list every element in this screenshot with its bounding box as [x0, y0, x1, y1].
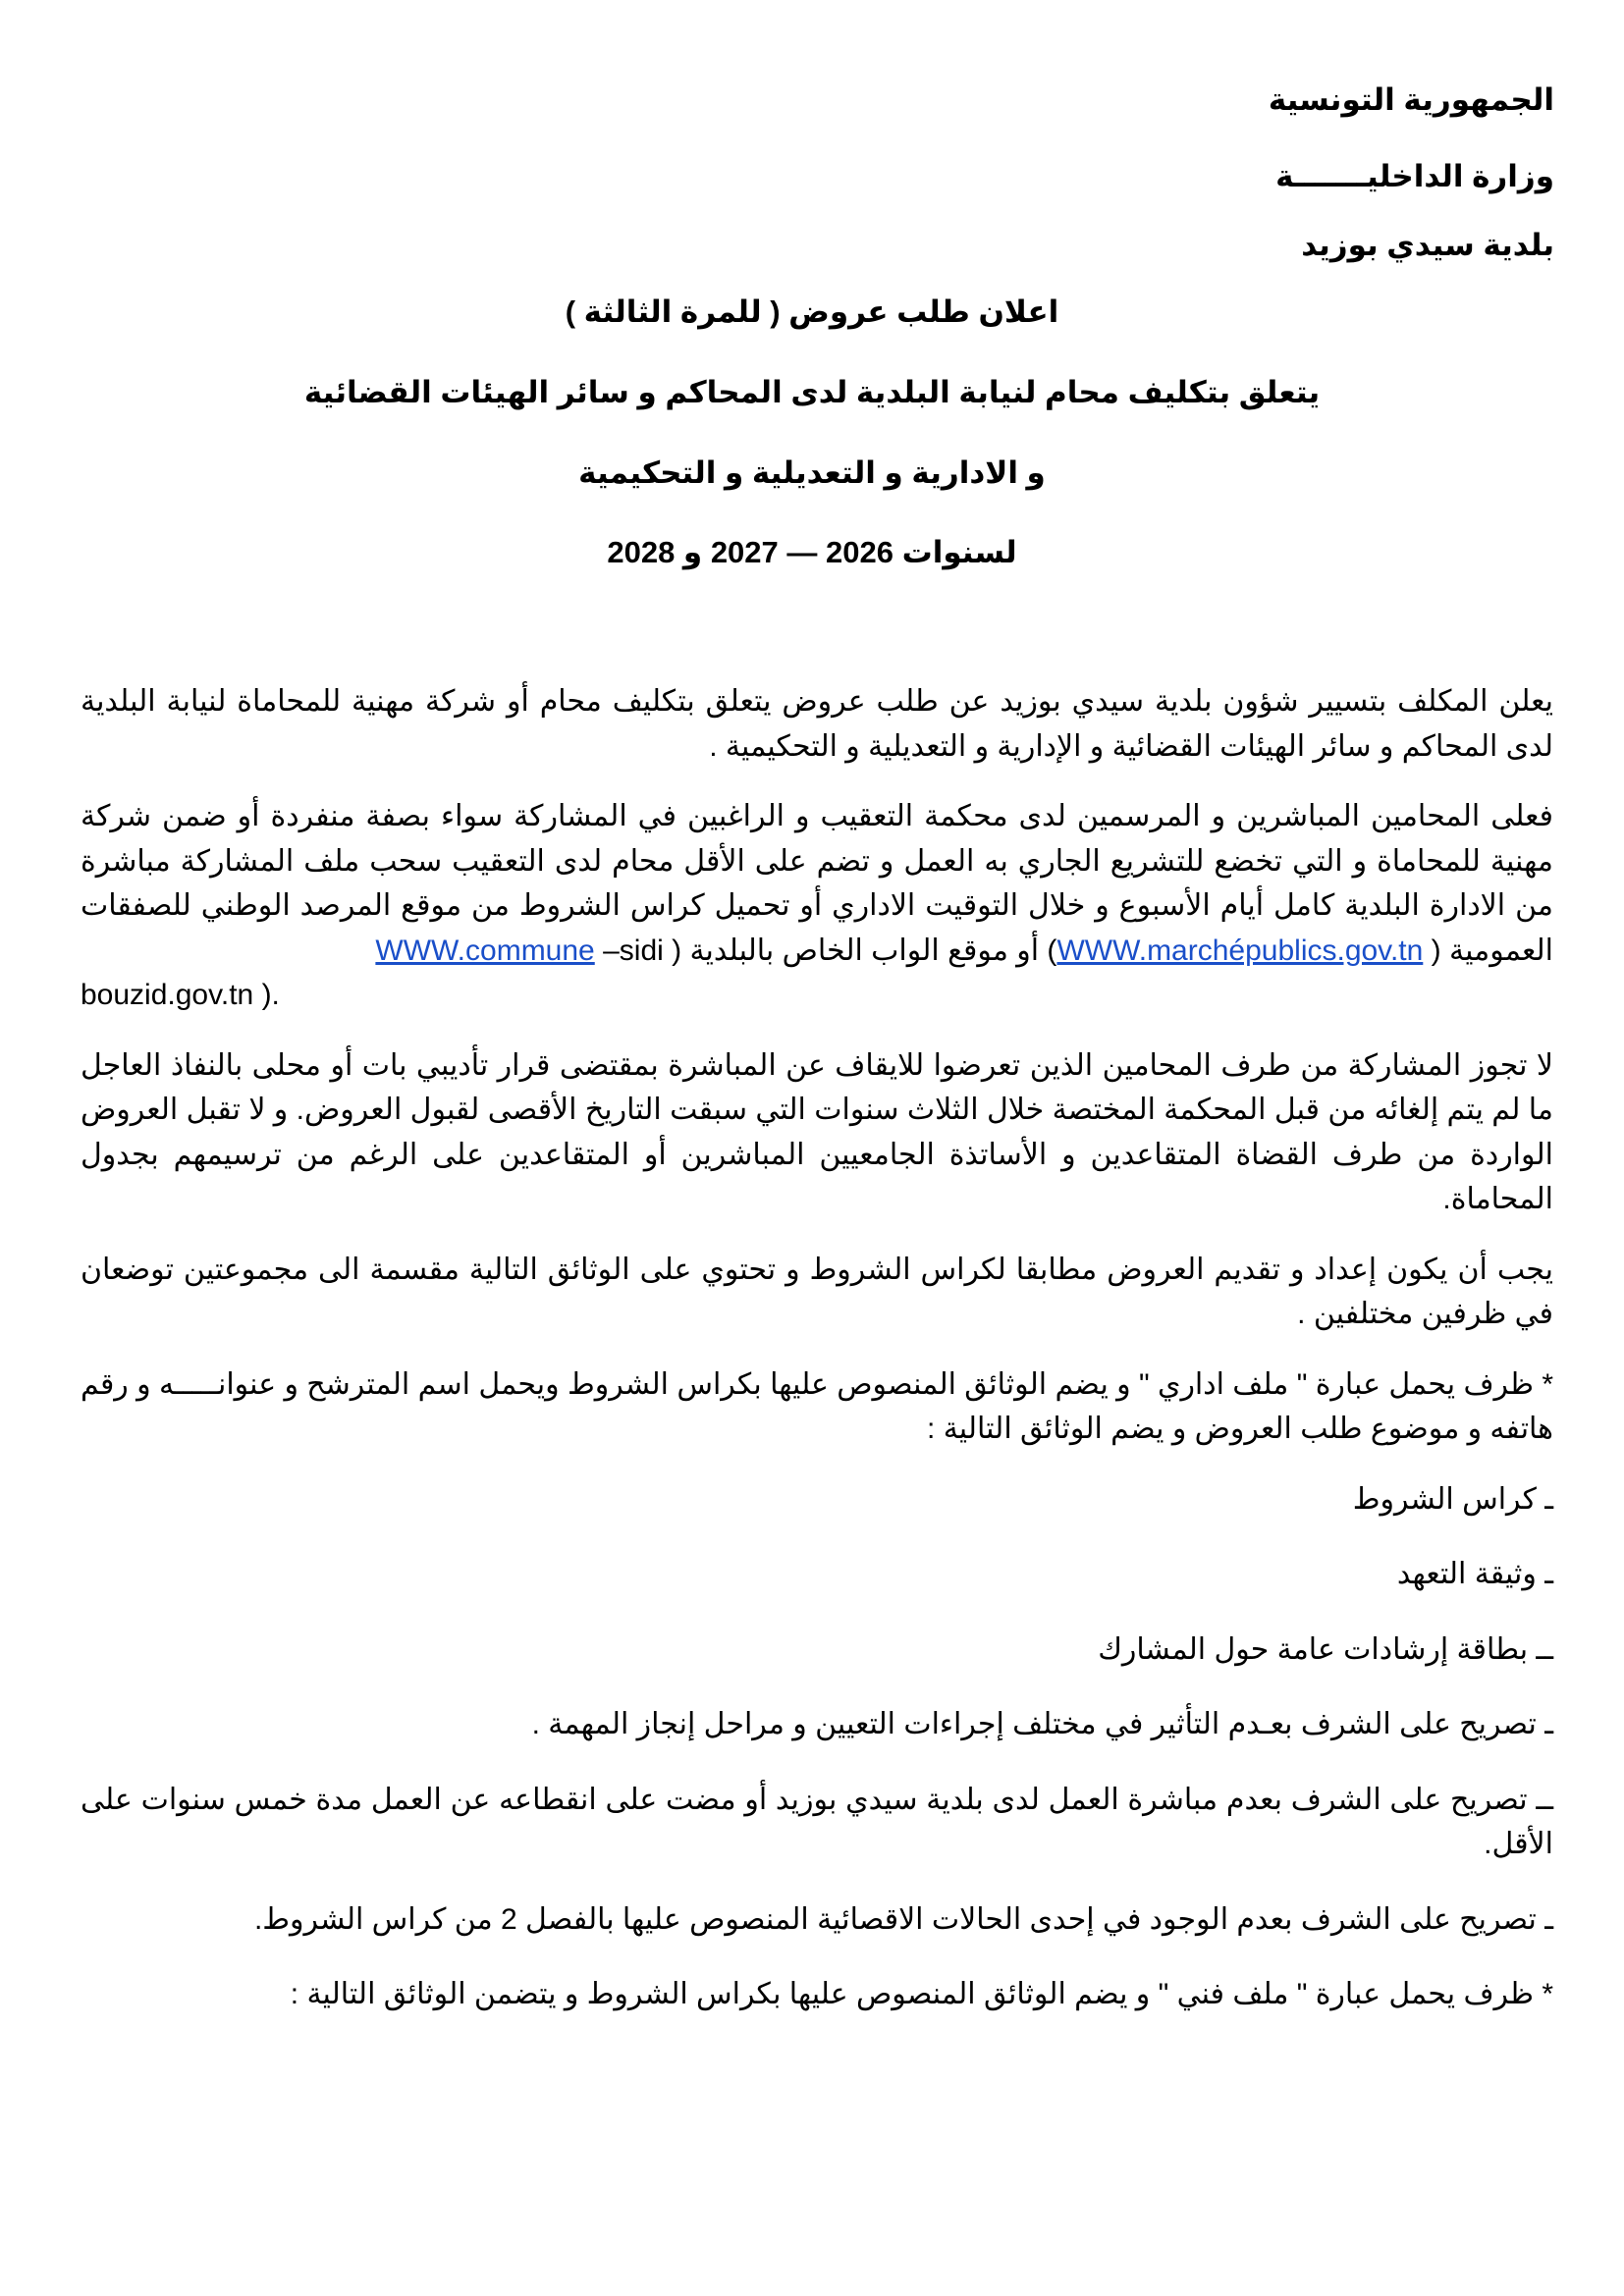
link-commune-tail: –sidi — [603, 934, 664, 967]
title-announcement: اعلان طلب عروض ( للمرة الثالثة ) — [565, 294, 1059, 329]
header-municipality: بلدية سيدي بوزيد — [1301, 228, 1554, 262]
link-marchepublics[interactable]: WWW.marchépublics.gov.tn — [1056, 934, 1424, 967]
paragraph-intro: يعلن المكلف بتسيير شؤون بلدية سيدي بوزيد عن طلب عروض يتعلق بتكليف محام أو شركة مهنية للمحاماة لنيابة البلدية لدى المحاكم و سائر الهيئات القضائية و الإدارية و التعديلية و التحكيمية . — [81, 685, 1553, 763]
link-commune[interactable]: WWW.commune — [375, 934, 595, 967]
title-subject-line2: و الادارية و التعديلية و التحكيمية — [578, 455, 1046, 490]
participation-mid: ) أو موقع الواب الخاص بالبلدية ( — [672, 934, 1057, 967]
header-ministry: وزارة الداخليـــــــة — [1275, 159, 1554, 193]
participation-end: bouzid.gov.tn ). — [81, 979, 280, 1011]
participation-text: فعلى المحامين المباشرين و المرسمين لدى محكمة التعقيب و الراغبين في المشاركة سواء بصفة منفردة أو ضمن شركة مهنية للمحاماة و التي تخضع للتشريع الجاري به العمل و تضم على الأقل محام لدى التعقيب سحب ملف المشاركة مباشرة من الادارة البلدية كامل أيام الأسبوع و خلال التوقيت الاداري أو تحميل كراس الشروط من موقع المرصد الوطني للصفقات العمومية ( — [81, 800, 1553, 967]
paragraph-exclusions: لا تجوز المشاركة من طرف المحامين الذين تعرضوا للايقاف عن المباشرة بمقتضى قرار تأديبي بات أو محلى بالنفاذ العاجل ما لم يتم إلغائه من قبل المحكمة المختصة خلال الثلاث سنوات التي سبقت التاريخ الأقصى لقبول العروض. و لا تقبل العروض الواردة من طرف القضاة المتقاعدين و الأساتذة الجامعيين المباشرين أو المتقاعدين على الرغم من ترسيمهم بجدول المحاماة. — [81, 1048, 1553, 1215]
list-item-no-exclusion: ـ تصريح على الشرف بعدم الوجود في إحدى الحالات الاقصائية المنصوص عليها بالفصل 2 من كراس الشروط. — [253, 1902, 1553, 1936]
list-item-no-employment: ــ تصريح على الشرف بعدم مباشرة العمل لدى بلدية سيدي بوزيد أو مضت على انقطاعه عن العمل مدة خمس سنوات على الأقل. — [81, 1783, 1553, 1860]
title-years: لسنوات 2026 — 2027 و 2028 — [607, 535, 1017, 569]
link-commune-group — [375, 934, 663, 967]
list-item-no-influence: ـ تصريح على الشرف بعـدم التأثير في مختلف إجراءات التعيين و مراحل إنجاز المهمة . — [531, 1708, 1553, 1740]
paragraph-admin-envelope: * ظرف يحمل عبارة " ملف اداري " و يضم الوثائق المنصوص عليها بكراس الشروط ويحمل اسم المترشح و عنوانـــــه و رقم هاتفه و موضوع طلب العروض و يضم الوثائق التالية : — [81, 1367, 1553, 1445]
paragraph-technical-envelope: * ظرف يحمل عبارة " ملف فني " و يضم الوثائق المنصوص عليها بكراس الشروط و يتضمن الوثائق التالية : — [290, 1978, 1553, 2010]
paragraph-submission: يجب أن يكون إعداد و تقديم العروض مطابقا لكراس الشروط و تحتوي على الوثائق التالية مقسمة الى مجموعتين توضعان في ظرفين مختلفين . — [81, 1253, 1553, 1330]
list-item-info-card: ــ بطاقة إرشادات عامة حول المشارك — [1098, 1632, 1553, 1666]
header-republic: الجمهورية التونسية — [1268, 82, 1554, 117]
paragraph-participation — [81, 794, 1553, 1018]
title-subject-line1: يتعلق بتكليف محام لنيابة البلدية لدى المحاكم و سائر الهيئات القضائية — [303, 375, 1321, 409]
list-item-conditions-book: ـ كراس الشروط — [1352, 1482, 1553, 1516]
announcement-body — [81, 679, 1553, 2043]
list-item-commitment: ـ وثيقة التعهد — [1396, 1558, 1553, 1590]
